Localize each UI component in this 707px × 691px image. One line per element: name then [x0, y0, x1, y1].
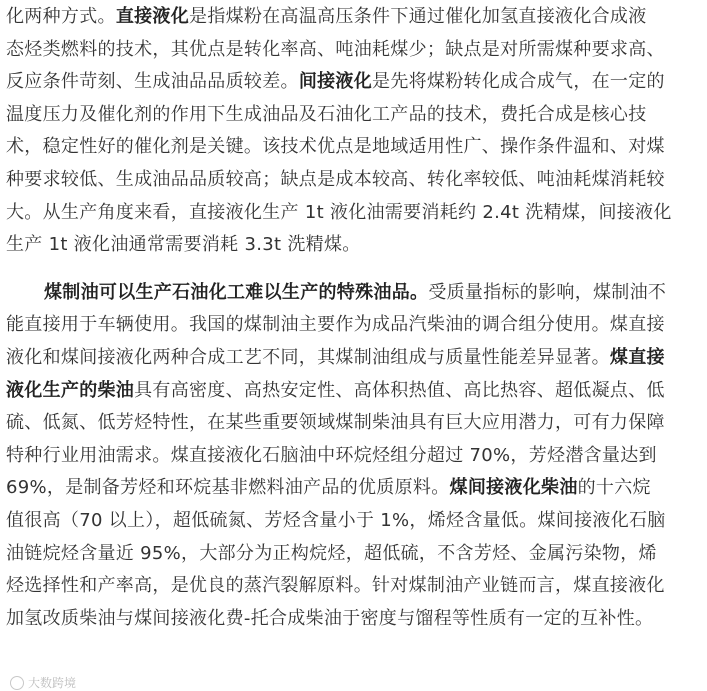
text-segment: 油链烷烃含量近 95%，大部分为正构烷烃，超低硫，不含芳烃、金属污染物，烯: [6, 542, 657, 564]
text-line: [6, 407, 706, 440]
text-segment: 能直接用于车辆使用。我国的煤制油主要作为成品汽柴油的调合组分使用。煤直接: [6, 314, 665, 336]
text-line: [6, 538, 706, 571]
text-line: [6, 197, 706, 230]
text-line: [6, 309, 706, 342]
text-segment: 液化和煤间接液化两种合成工艺不同，其煤制油组成与质量性能差异显著。: [6, 346, 610, 368]
text-line: [6, 1, 706, 34]
text-segment: 加氢改质柴油与煤间接液化费-托合成柴油于密度与馏程等性质有一定的互补性。: [6, 607, 654, 629]
text-line: [6, 603, 706, 636]
bold-term: 煤间接液化柴油: [449, 477, 578, 499]
text-line: [6, 570, 706, 603]
bold-term: 煤制油可以生产石油化工难以生产的特殊油品。: [44, 281, 429, 303]
text-segment: 硫、低氮、低芳烃特性，在某些重要领域煤制柴油具有巨大应用潜力，可有力保障: [6, 412, 665, 434]
paragraph-liquefaction-methods: [6, 1, 706, 262]
bold-term: 煤直接: [609, 346, 665, 368]
text-line: [6, 229, 706, 262]
text-line: [6, 99, 706, 132]
bold-term: 液化生产的柴油: [6, 379, 135, 401]
text-segment: 受质量指标的影响，煤制油不: [428, 281, 667, 303]
bold-term: 间接液化: [298, 71, 373, 93]
watermark-logo-icon: [10, 676, 24, 690]
text-segment: 温度压力及催化剂的作用下生成油品及石油化工产品的技术，费托合成是核心技: [6, 103, 647, 125]
text-segment: 69%，是制备芳烃和环烷基非燃料油产品的优质原料。: [6, 477, 450, 499]
text-segment: 种要求较低、生成油品品质较高；缺点是成本较高、转化率较低、吨油耗煤消耗较: [6, 168, 665, 190]
text-segment: 特种行业用油需求。煤直接液化石脑油中环烷烃组分超过 70%，芳烃潜含量达到: [6, 444, 657, 466]
watermark-text: 大数跨境: [28, 676, 77, 690]
text-line: [6, 66, 706, 99]
text-segment: 大。从生产角度来看，直接液化生产 1t 液化油需要消耗约 2.4t 洗精煤，间接液化: [6, 201, 672, 223]
article-body: [6, 0, 706, 635]
text-segment: 是指煤粉在高温高压条件下通过催化加氢直接液化合成液: [189, 6, 647, 27]
text-line: [6, 375, 706, 408]
text-segment: 化两种方式。: [6, 6, 116, 27]
text-segment: 是先将煤粉转化成合成气，在一定的: [372, 71, 665, 93]
text-segment: 的十六烷: [577, 477, 651, 499]
text-segment: 生产 1t 液化油通常需要消耗 3.3t 洗精煤。: [6, 234, 361, 256]
text-segment: 术，稳定性好的催化剂是关键。该技术优点是地域适用性广、操作条件温和、对煤: [6, 136, 665, 158]
paragraph-special-oil-products: [6, 277, 706, 636]
text-line: [6, 440, 706, 473]
text-segment: 态烃类燃料的技术，其优点是转化率高、吨油耗煤少；缺点是对所需煤种要求高、: [6, 38, 665, 60]
text-segment: 反应条件苛刻、生成油品品质较差。: [6, 71, 299, 93]
text-line: [6, 472, 706, 505]
text-line: [6, 505, 706, 538]
text-line: [6, 131, 706, 164]
text-line: [6, 34, 706, 67]
text-segment: 具有高密度、高热安定性、高体积热值、高比热容、超低凝点、低: [134, 379, 665, 401]
text-line: [6, 164, 706, 197]
text-segment: 烃选择性和产率高，是优良的蒸汽裂解原料。针对煤制油产业链而言，煤直接液化: [6, 575, 665, 597]
watermark: [10, 674, 76, 691]
text-line: [6, 277, 706, 310]
text-segment: 值很高（70 以上），超低硫氮、芳烃含量小于 1%，烯烃含量低。煤间接液化石脑: [6, 509, 666, 531]
text-line: [6, 342, 706, 375]
bold-term: 直接液化: [115, 6, 190, 27]
